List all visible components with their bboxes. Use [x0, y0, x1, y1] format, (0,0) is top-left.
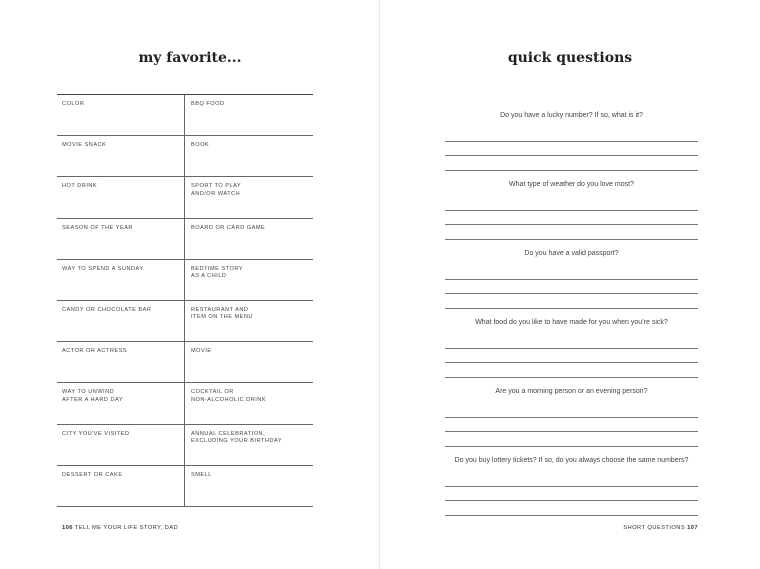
favorite-cell-left: COLOR: [62, 101, 85, 107]
favorite-cell-left: HOT DRINK: [62, 183, 98, 190]
answer-line[interactable]: [445, 196, 698, 211]
answer-line[interactable]: [445, 225, 698, 240]
favorite-cell-left: MOVIE SNACK: [62, 142, 107, 149]
favorite-cell-left: ACTOR OR ACTRESS: [62, 348, 128, 355]
question-item: [445, 173, 698, 242]
right-page-title: quick questions: [507, 50, 633, 66]
page-number: 106: [62, 525, 73, 531]
question-text: Are you a morning person or an evening person?: [495, 388, 648, 395]
answer-line[interactable]: [445, 403, 698, 418]
answer-line[interactable]: [445, 265, 698, 280]
answer-line[interactable]: [445, 501, 698, 516]
favorite-cell-left: SEASON OF THE YEAR: [62, 224, 133, 231]
table-row: [57, 301, 313, 342]
left-page-footer: [62, 525, 178, 531]
question-text: What type of weather do you love most?: [509, 181, 634, 188]
favorite-cell-right: BOOK: [184, 136, 313, 176]
favorite-cell-right: SMELL: [184, 466, 313, 506]
question-item: [445, 104, 698, 173]
table-row: [57, 260, 313, 301]
answer-line[interactable]: [445, 280, 698, 295]
table-row: [57, 466, 313, 507]
favorite-cell-right: BBQ FOOD: [184, 95, 313, 135]
answer-line[interactable]: [445, 142, 698, 157]
question-text: Do you have a valid passport?: [524, 250, 619, 257]
question-item: [445, 242, 698, 311]
table-row: [57, 425, 313, 466]
left-page-title: my favorite...: [138, 50, 242, 66]
section-title: SHORT QUESTIONS: [623, 525, 686, 531]
table-row: [57, 136, 313, 177]
book-title: TELL ME YOUR LIFE STORY, DAD: [74, 525, 179, 531]
answer-line[interactable]: [445, 472, 698, 487]
favorite-cell-left: CITY YOU'VE VISITED: [62, 430, 130, 437]
answer-line[interactable]: [445, 487, 698, 502]
answer-line[interactable]: [445, 349, 698, 364]
page-number: 107: [687, 525, 698, 531]
answer-line[interactable]: [445, 211, 698, 226]
favorite-cell-right: SPORT TO PLAY AND/OR WATCH: [184, 177, 313, 217]
favorites-table: [57, 94, 313, 507]
question-item: [445, 311, 698, 380]
favorite-cell-left: DESSERT OR CAKE: [62, 471, 123, 478]
answer-line[interactable]: [445, 127, 698, 142]
answer-line[interactable]: [445, 156, 698, 171]
right-page-footer: [623, 525, 698, 531]
question-text: What food do you like to have made for you when you’re sick?: [475, 319, 668, 326]
table-row: [57, 95, 313, 136]
favorite-cell-right: BEDTIME STORY AS A CHILD: [184, 260, 313, 300]
table-row: [57, 219, 313, 260]
table-row: [57, 177, 313, 218]
answer-line[interactable]: [445, 432, 698, 447]
favorite-cell-right: MOVIE: [184, 342, 313, 382]
favorite-cell-left: WAY TO UNWIND AFTER A HARD DAY: [62, 389, 124, 403]
table-row: [57, 342, 313, 383]
answer-line[interactable]: [445, 363, 698, 378]
favorite-cell-left: CANDY OR CHOCOLATE BAR: [62, 306, 152, 313]
answer-line[interactable]: [445, 418, 698, 433]
favorite-cell-left: WAY TO SPEND A SUNDAY: [62, 265, 144, 272]
favorite-cell-right: COCKTAIL OR NON-ALCOHOLIC DRINK: [184, 383, 313, 423]
questions-list: [445, 104, 698, 518]
right-page: [380, 0, 760, 569]
question-text: Do you have a lucky number? If so, what is it?: [500, 112, 643, 119]
answer-line[interactable]: [445, 334, 698, 349]
favorite-cell-right: RESTAURANT AND ITEM ON THE MENU: [184, 301, 313, 341]
table-row: [57, 383, 313, 424]
question-item: [445, 449, 698, 518]
question-item: [445, 380, 698, 449]
answer-line[interactable]: [445, 294, 698, 309]
favorite-cell-right: BOARD OR CARD GAME: [184, 219, 313, 259]
favorite-cell-right: ANNUAL CELEBRATION, EXCLUDING YOUR BIRTHDAY: [184, 425, 313, 465]
question-text: Do you buy lottery tickets? If so, do you always choose the same numbers?: [454, 457, 689, 464]
